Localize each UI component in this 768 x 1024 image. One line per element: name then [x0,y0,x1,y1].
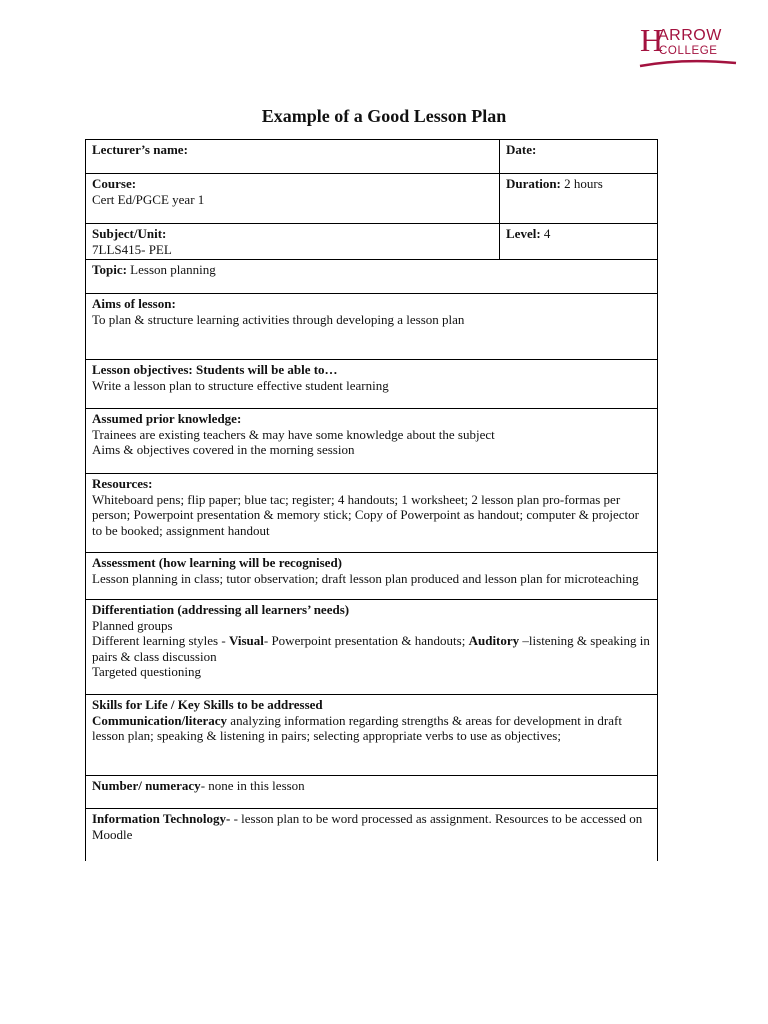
objectives-cell [86,360,658,409]
lecturer-cell [86,140,500,174]
resources-cell [86,474,658,553]
assessment-label: Assessment (how learning will be recognised) [92,555,343,570]
logo-bottom-text: COLLEGE [659,45,718,57]
auditory-label: Auditory [468,633,520,648]
differentiation-styles [92,633,651,664]
visual-text: - Powerpoint presentation & handouts; [263,633,469,648]
course-label: Course: [92,176,137,191]
table-row [86,776,658,809]
subject-value: 7LLS415- PEL [92,241,172,257]
numeracy-value: - none in this lesson [200,778,305,793]
table-row [86,409,658,474]
differentiation-questioning: Targeted questioning [92,664,201,679]
differentiation-label: Differentiation (addressing all learners’ needs) [92,602,350,617]
communication-literacy [92,713,651,744]
course-cell [86,174,500,224]
duration-label: Duration: [506,176,561,191]
duration-cell [500,174,658,224]
objectives-label: Lesson objectives: Students will be able to… [92,362,338,377]
auditory-text: –listening & speaking in pairs & class discussion [92,633,650,664]
prior-knowledge-line-2: Aims & objectives covered in the morning session [92,442,355,457]
table-row [86,174,658,224]
skills-cell [86,695,658,776]
lesson-plan-table [85,139,658,861]
styles-prefix: Different learning styles - [92,633,229,648]
level-cell [500,224,658,260]
differentiation-groups: Planned groups [92,617,173,633]
table-row [86,140,658,174]
objectives-value: Write a lesson plan to structure effective student learning [92,377,389,393]
aims-value: To plan & structure learning activities through developing a lesson plan [92,311,465,327]
skills-label: Skills for Life / Key Skills to be addressed [92,697,323,712]
it-value: - lesson plan to be word processed as assignment. Resources to be accessed on Moodle [92,811,643,842]
numeracy-cell [86,776,658,809]
harrow-college-logo [638,22,738,70]
aims-label: Aims of lesson: [92,296,176,311]
communication-text: analyzing information regarding strengths & areas for development in draft lesson plan; speaking & listening in pairs; selecting appropriate verbs to use as objectives; [92,712,622,743]
table-row [86,360,658,409]
resources-label: Resources: [92,476,153,491]
topic-value: Lesson planning [130,262,216,277]
table-row [86,809,658,861]
topic-label: Topic: [92,262,127,277]
lecturer-label: Lecturer’s name: [92,142,188,157]
aims-cell [86,294,658,360]
page-title: Example of a Good Lesson Plan [261,106,507,126]
assessment-value: Lesson planning in class; tutor observation; draft lesson plan produced and lesson plan for microteaching [92,570,639,586]
numeracy-label: Number/ numeracy [92,778,201,793]
assessment-cell [86,553,658,600]
level-label: Level: [506,226,541,241]
resources-value: Whiteboard pens; flip paper; blue tac; register; 4 handouts; 1 worksheet; 2 lesson plan pro-formas per person; Powerpoint presentation & memory stick; Copy of Powerpoint as handout; computer & projector to be booked; assignment handout [92,491,639,538]
it-cell [86,809,658,861]
date-cell [500,140,658,174]
course-value: Cert Ed/PGCE year 1 [92,191,205,207]
duration-value: 2 hours [564,176,603,191]
level-value: 4 [543,226,551,241]
table-row [86,553,658,600]
table-row [86,294,658,360]
table-row [86,224,658,260]
logo-letter: H [640,22,664,58]
prior-knowledge-cell [86,409,658,474]
it-label: Information Technology- [92,811,231,826]
logo-swoosh-icon [638,56,738,70]
logo-top-text: ARROW [658,27,722,44]
table-row [86,260,658,294]
prior-knowledge-line-1: Trainees are existing teachers & may have some knowledge about the subject [92,426,495,442]
table-row [86,474,658,553]
subject-cell [86,224,500,260]
differentiation-cell [86,600,658,695]
table-row [86,695,658,776]
topic-cell [86,260,658,294]
communication-label: Communication/literacy [92,712,228,728]
date-label: Date: [506,142,537,157]
table-row [86,600,658,695]
prior-knowledge-label: Assumed prior knowledge: [92,411,242,426]
subject-label: Subject/Unit: [92,226,167,241]
visual-label: Visual [228,633,264,648]
